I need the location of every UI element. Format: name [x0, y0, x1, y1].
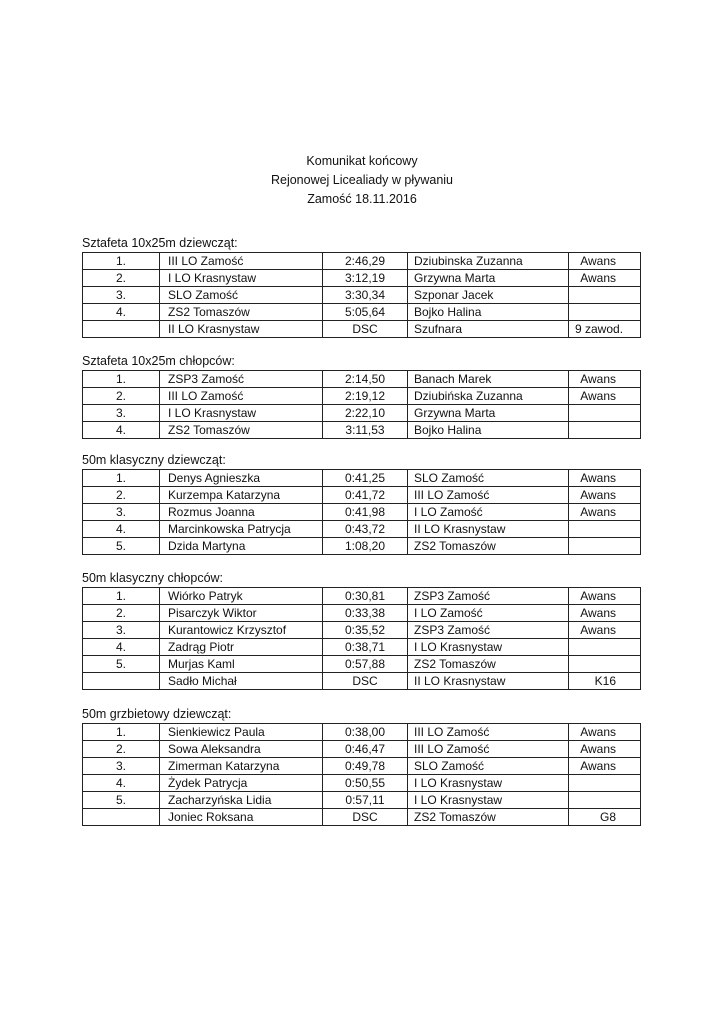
table-row	[83, 605, 641, 622]
place-cell: 3.	[83, 405, 160, 422]
school-cell: I LO Zamość	[408, 605, 569, 622]
section-relay-boys	[82, 353, 642, 439]
document-header	[0, 152, 724, 209]
table-row	[83, 724, 641, 741]
school-cell: Dziubińska Zuzanna	[408, 388, 569, 405]
time-cell: 5:05,64	[323, 304, 408, 321]
place-cell: 4.	[83, 775, 160, 792]
school-cell: I LO Krasnystaw	[408, 792, 569, 809]
time-cell: 0:35,52	[323, 622, 408, 639]
table-row	[83, 388, 641, 405]
note-cell	[569, 538, 641, 555]
time-cell: 2:22,10	[323, 405, 408, 422]
name-cell: Pisarczyk Wiktor	[160, 605, 323, 622]
school-cell: Banach Marek	[408, 371, 569, 388]
place-cell	[83, 809, 160, 826]
note-cell: Awans	[569, 388, 641, 405]
table-row	[83, 504, 641, 521]
note-cell	[569, 405, 641, 422]
school-cell: III LO Zamość	[408, 724, 569, 741]
place-cell: 2.	[83, 605, 160, 622]
results-table	[82, 370, 641, 439]
time-cell: 0:38,71	[323, 639, 408, 656]
name-cell: Wiórko Patryk	[160, 588, 323, 605]
name-cell: I LO Krasnystaw	[160, 270, 323, 287]
place-cell: 2.	[83, 487, 160, 504]
header-subtitle: Rejonowej Licealiady w pływaniu	[270, 173, 454, 187]
place-cell: 4.	[83, 639, 160, 656]
table-row	[83, 588, 641, 605]
name-cell: ZS2 Tomaszów	[160, 422, 323, 439]
table-row	[83, 622, 641, 639]
time-cell: 0:41,25	[323, 470, 408, 487]
note-cell: Awans	[569, 487, 641, 504]
place-cell: 1.	[83, 724, 160, 741]
section-relay-girls	[82, 235, 642, 338]
school-cell: SLO Zamość	[408, 470, 569, 487]
place-cell: 3.	[83, 287, 160, 304]
name-cell: Joniec Roksana	[160, 809, 323, 826]
note-cell: Awans	[569, 758, 641, 775]
table-row	[83, 758, 641, 775]
name-cell: Dzida Martyna	[160, 538, 323, 555]
note-cell: Awans	[569, 270, 641, 287]
time-cell: 2:19,12	[323, 388, 408, 405]
time-cell: 0:50,55	[323, 775, 408, 792]
name-cell: ZS2 Tomaszów	[160, 304, 323, 321]
name-cell: Kurzempa Katarzyna	[160, 487, 323, 504]
time-cell: 0:38,00	[323, 724, 408, 741]
note-cell: G8	[569, 809, 641, 826]
place-cell: 2.	[83, 741, 160, 758]
time-cell: 0:57,88	[323, 656, 408, 673]
time-cell: 0:43,72	[323, 521, 408, 538]
place-cell: 1.	[83, 371, 160, 388]
name-cell: II LO Krasnystaw	[160, 321, 323, 338]
place-cell: 3.	[83, 758, 160, 775]
results-table	[82, 723, 641, 826]
section-title: Sztafeta 10x25m dziewcząt:	[82, 236, 238, 250]
table-row	[83, 422, 641, 439]
name-cell: Sienkiewicz Paula	[160, 724, 323, 741]
name-cell: Sowa Aleksandra	[160, 741, 323, 758]
section-title: Sztafeta 10x25m chłopców:	[82, 354, 235, 368]
place-cell: 2.	[83, 388, 160, 405]
time-cell: 2:46,29	[323, 253, 408, 270]
table-row	[83, 538, 641, 555]
note-cell: Awans	[569, 605, 641, 622]
school-cell: Szufnara	[408, 321, 569, 338]
school-cell: I LO Krasnystaw	[408, 775, 569, 792]
time-cell: DSC	[323, 321, 408, 338]
note-cell: Awans	[569, 470, 641, 487]
time-cell: 3:12,19	[323, 270, 408, 287]
school-cell: I LO Krasnystaw	[408, 639, 569, 656]
place-cell: 4.	[83, 422, 160, 439]
time-cell: 0:49,78	[323, 758, 408, 775]
table-row	[83, 470, 641, 487]
table-row	[83, 405, 641, 422]
time-cell: DSC	[323, 809, 408, 826]
place-cell: 5.	[83, 538, 160, 555]
time-cell: 0:41,72	[323, 487, 408, 504]
school-cell: Grzywna Marta	[408, 405, 569, 422]
note-cell	[569, 639, 641, 656]
place-cell: 5.	[83, 656, 160, 673]
place-cell	[83, 673, 160, 690]
name-cell: Kurantowicz Krzysztof	[160, 622, 323, 639]
name-cell: SLO Zamość	[160, 287, 323, 304]
note-cell: Awans	[569, 622, 641, 639]
table-row	[83, 775, 641, 792]
header-place-date: Zamość 18.11.2016	[307, 192, 417, 206]
results-table	[82, 252, 641, 338]
name-cell: Marcinkowska Patrycja	[160, 521, 323, 538]
results-table	[82, 469, 641, 555]
school-cell: ZS2 Tomaszów	[408, 656, 569, 673]
time-cell: 0:30,81	[323, 588, 408, 605]
section-breaststroke-boys	[82, 570, 642, 690]
note-cell: Awans	[569, 253, 641, 270]
school-cell: ZSP3 Zamość	[408, 622, 569, 639]
name-cell: Zadrąg Piotr	[160, 639, 323, 656]
note-cell: Awans	[569, 371, 641, 388]
time-cell: 0:33,38	[323, 605, 408, 622]
table-row	[83, 809, 641, 826]
name-cell: III LO Zamość	[160, 253, 323, 270]
section-title: 50m klasyczny dziewcząt:	[82, 453, 226, 467]
place-cell: 2.	[83, 270, 160, 287]
table-row	[83, 656, 641, 673]
note-cell	[569, 422, 641, 439]
place-cell: 4.	[83, 304, 160, 321]
note-cell: Awans	[569, 588, 641, 605]
time-cell: 1:08,20	[323, 538, 408, 555]
time-cell: 0:41,98	[323, 504, 408, 521]
school-cell: Bojko Halina	[408, 422, 569, 439]
school-cell: II LO Krasnystaw	[408, 673, 569, 690]
school-cell: ZS2 Tomaszów	[408, 538, 569, 555]
school-cell: III LO Zamość	[408, 741, 569, 758]
note-cell: Awans	[569, 741, 641, 758]
note-cell: K16	[569, 673, 641, 690]
school-cell: Szponar Jacek	[408, 287, 569, 304]
school-cell: I LO Zamość	[408, 504, 569, 521]
time-cell: 3:30,34	[323, 287, 408, 304]
note-cell	[569, 304, 641, 321]
section-title: 50m klasyczny chłopców:	[82, 571, 224, 585]
name-cell: Rozmus Joanna	[160, 504, 323, 521]
time-cell: 0:46,47	[323, 741, 408, 758]
name-cell: ZSP3 Zamość	[160, 371, 323, 388]
name-cell: Żydek Patrycja	[160, 775, 323, 792]
name-cell: I LO Krasnystaw	[160, 405, 323, 422]
table-row	[83, 270, 641, 287]
results-table	[82, 587, 641, 690]
name-cell: Zimerman Katarzyna	[160, 758, 323, 775]
school-cell: ZS2 Tomaszów	[408, 809, 569, 826]
section-breaststroke-girls	[82, 452, 642, 555]
place-cell: 1.	[83, 470, 160, 487]
name-cell: Murjas Kaml	[160, 656, 323, 673]
school-cell: Grzywna Marta	[408, 270, 569, 287]
time-cell: 2:14,50	[323, 371, 408, 388]
note-cell: 9 zawod.	[569, 321, 641, 338]
table-row	[83, 321, 641, 338]
place-cell	[83, 321, 160, 338]
time-cell: 0:57,11	[323, 792, 408, 809]
time-cell: DSC	[323, 673, 408, 690]
note-cell	[569, 521, 641, 538]
table-row	[83, 521, 641, 538]
table-row	[83, 792, 641, 809]
school-cell: II LO Krasnystaw	[408, 521, 569, 538]
table-row	[83, 639, 641, 656]
table-row	[83, 673, 641, 690]
place-cell: 5.	[83, 792, 160, 809]
name-cell: Zacharzyńska Lidia	[160, 792, 323, 809]
name-cell: Denys Agnieszka	[160, 470, 323, 487]
note-cell	[569, 792, 641, 809]
note-cell	[569, 287, 641, 304]
school-cell: Bojko Halina	[408, 304, 569, 321]
place-cell: 3.	[83, 622, 160, 639]
table-row	[83, 304, 641, 321]
note-cell: Awans	[569, 724, 641, 741]
note-cell: Awans	[569, 504, 641, 521]
note-cell	[569, 656, 641, 673]
header-title: Komunikat końcowy	[306, 154, 418, 168]
place-cell: 4.	[83, 521, 160, 538]
place-cell: 1.	[83, 588, 160, 605]
section-title: 50m grzbietowy dziewcząt:	[82, 707, 232, 721]
table-row	[83, 253, 641, 270]
school-cell: Dziubinska Zuzanna	[408, 253, 569, 270]
table-row	[83, 287, 641, 304]
name-cell: Sadło Michał	[160, 673, 323, 690]
table-row	[83, 487, 641, 504]
name-cell: III LO Zamość	[160, 388, 323, 405]
place-cell: 3.	[83, 504, 160, 521]
school-cell: III LO Zamość	[408, 487, 569, 504]
time-cell: 3:11,53	[323, 422, 408, 439]
school-cell: SLO Zamość	[408, 758, 569, 775]
note-cell	[569, 775, 641, 792]
table-row	[83, 371, 641, 388]
section-backstroke-girls	[82, 706, 642, 826]
table-row	[83, 741, 641, 758]
school-cell: ZSP3 Zamość	[408, 588, 569, 605]
place-cell: 1.	[83, 253, 160, 270]
